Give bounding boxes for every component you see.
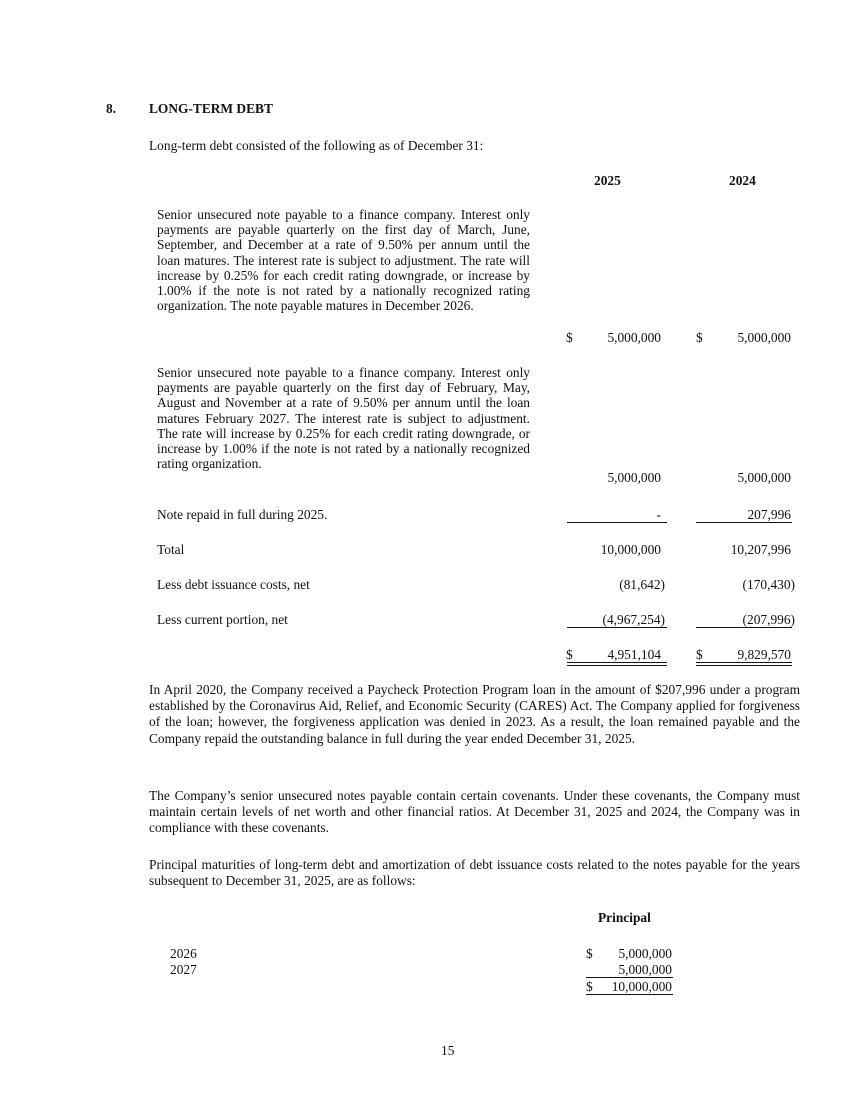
amount-2025: (4,967,254): [602, 612, 665, 627]
amount-2024: 5,000,000: [737, 330, 791, 345]
debt-row-description: Senior unsecured note payable to a finance company. Interest only payments are payable quarterly on the first day of February, May, August and November at a rate of 9.50% per annum until the loan matures February 2027. The interest rate is subject to adjustment. The rate will increase by 0.25% for each credit rating downgrade, or increase by 1.00% if the note is not rated by a nationally recognized rating organization.: [157, 365, 530, 472]
total-double-underline: [696, 662, 792, 666]
currency-symbol: $: [696, 647, 703, 662]
paragraph-ppp-loan: In April 2020, the Company received a Paycheck Protection Program loan in the amount of $207,996 under a program established by the Coronavirus Aid, Relief, and Economic Security (CARES) Act. The Company applied for forgiveness of the loan; however, the forgiveness application was denied in 2023. As a result, the loan remained payable and the Company repaid the outstanding balance in full during the year ended December 31, 2025.: [149, 682, 800, 746]
maturity-total: 10,000,000: [611, 979, 672, 994]
debt-row-description: Note repaid in full during 2025.: [157, 507, 328, 522]
amount-2025: 10,000,000: [600, 542, 661, 557]
net-amount-2025: 4,951,104: [607, 647, 661, 662]
total-double-underline: [567, 662, 667, 666]
currency-symbol: $: [566, 647, 573, 662]
maturity-amount: 5,000,000: [618, 962, 672, 977]
column-header-2024: 2024: [729, 173, 756, 188]
net-amount-2024: 9,829,570: [737, 647, 791, 662]
debt-row-description: Less debt issuance costs, net: [157, 577, 310, 592]
currency-symbol: $: [566, 330, 573, 345]
amount-2025: 5,000,000: [607, 470, 661, 485]
debt-row-description: Senior unsecured note payable to a finance company. Interest only payments are payable quarterly on the first day of March, June, September, and December at a rate of 9.50% per annum until the loan matures. The interest rate is subject to adjustment. The rate will increase by 0.25% for each credit rating downgrade, or increase by 1.00% if the note is not rated by a nationally recognized rating organization. The note payable matures in December 2026.: [157, 207, 530, 314]
section-number: 8.: [106, 101, 117, 116]
subtotal-underline: [586, 977, 673, 978]
maturity-year: 2026: [170, 946, 197, 961]
section-intro: Long-term debt consisted of the following as of December 31:: [149, 138, 484, 153]
maturity-amount: 5,000,000: [618, 946, 672, 961]
amount-2024: 5,000,000: [737, 470, 791, 485]
amount-2024: (170,430): [742, 577, 795, 592]
section-title: LONG-TERM DEBT: [149, 101, 273, 116]
column-header-2025: 2025: [594, 173, 621, 188]
subtotal-underline: [567, 522, 667, 523]
paragraph-maturities: Principal maturities of long-term debt and amortization of debt issuance costs related to the notes payable for the years subsequent to December 31, 2025, are as follows:: [149, 857, 800, 889]
currency-symbol: $: [696, 330, 703, 345]
subtotal-underline: [567, 627, 667, 628]
currency-symbol: $: [586, 979, 593, 994]
currency-symbol: $: [586, 946, 593, 961]
amount-2024: (207,996): [742, 612, 795, 627]
subtotal-underline: [696, 522, 792, 523]
amount-2024: 10,207,996: [730, 542, 791, 557]
amount-2025: (81,642): [619, 577, 665, 592]
subtotal-underline: [696, 627, 792, 628]
amount-2025: 5,000,000: [607, 330, 661, 345]
total-underline: [586, 994, 673, 995]
maturities-header: Principal: [598, 910, 651, 925]
total-label: Total: [157, 542, 185, 557]
amount-2025: -: [656, 507, 661, 522]
page-number: 15: [441, 1043, 455, 1058]
debt-row-description: Less current portion, net: [157, 612, 288, 627]
paragraph-covenants: The Company’s senior unsecured notes payable contain certain covenants. Under these covenants, the Company must maintain certain levels of net worth and other financial ratios. At December 31, 2025 and 2024, the Company was in compliance with these covenants.: [149, 788, 800, 836]
maturity-year: 2027: [170, 962, 197, 977]
amount-2024: 207,996: [747, 507, 791, 522]
